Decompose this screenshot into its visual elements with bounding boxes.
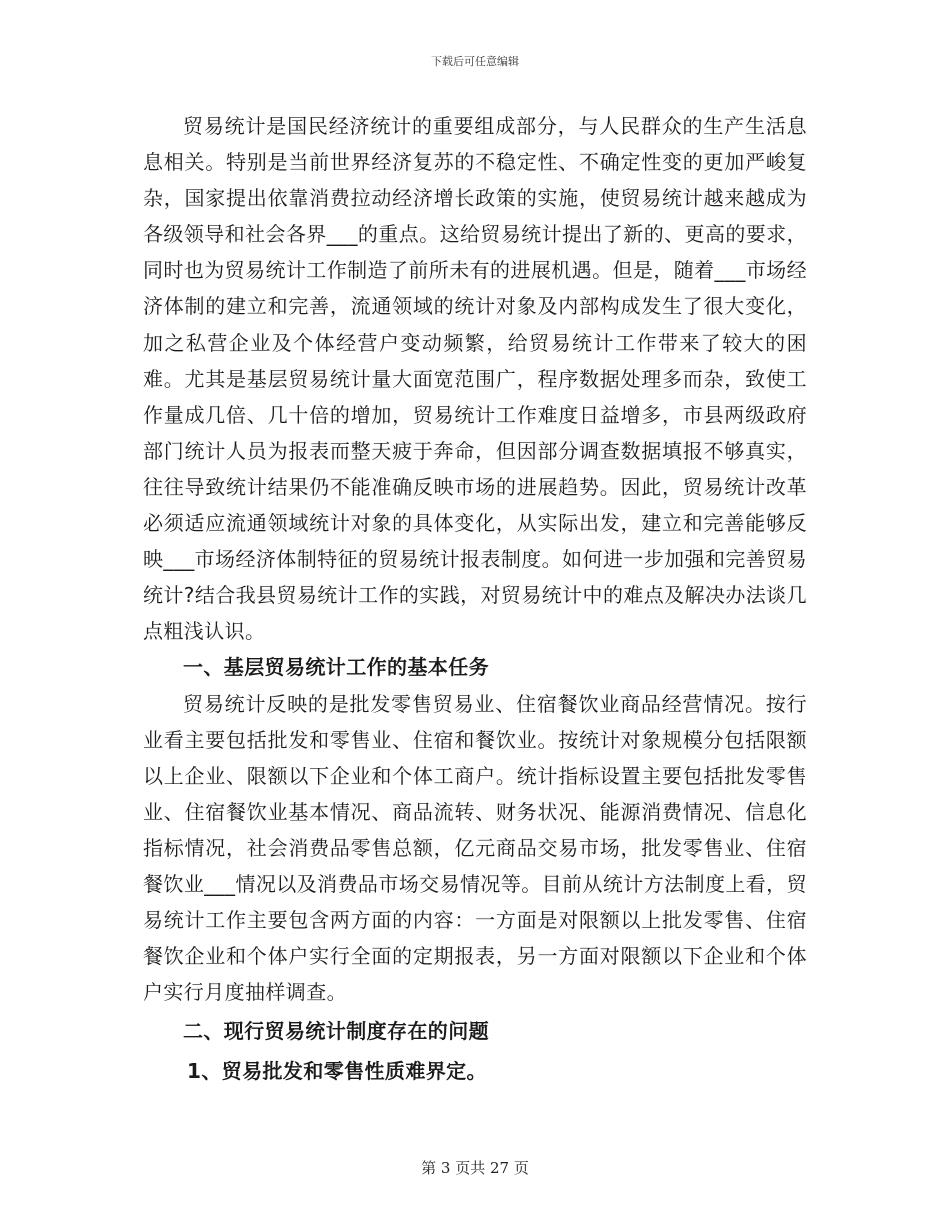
paragraph-intro: 贸易统计是国民经济统计的重要组成部分，与人民群众的生产生活息息相关。特别是当前世界经济复苏的不稳定性、不确定性变的更加严峻复杂，国家提出依靠消费拉动经济增长政策的实施，使贸易统计越来越成为各级领导和社会各界___的重点。这给贸易统计提出了新的、更高的要求，同时也为贸易统计工作制造了前所未有的进展机遇。但是，随着___市场经济体制的建立和完善，流通领域的统计对象及内部构成发生了很大变化，加之私营企业及个体经营户变动频繁，给贸易统计工作带来了较大的困难。尤其是基层贸易统计量大面宽范围广，程序数据处理多而杂，致使工作量成几倍、几十倍的增加，贸易统计工作难度日益增多，市县两级政府部门统计人员为报表而整天疲于奔命，但因部分调查数据填报不够真实，往往导致统计结果仍不能准确反映市场的进展趋势。因此，贸易统计改革必须适应流通领域统计对象的具体变化，从实际出发，建立和完善能够反映___市场经济体制特征的贸易统计报表制度。如何进一步加强和完善贸易统计?结合我县贸易统计工作的实践，对贸易统计中的难点及解决办法谈几点粗浅认识。 (143, 114, 807, 644)
page-header-note: 下载后可任意编辑 (431, 55, 519, 68)
document-body (143, 108, 807, 1090)
section-heading-2: 二、现行贸易统计制度存在的问题 (183, 1019, 489, 1044)
page-number: 第 3 页共 27 页 (421, 1159, 529, 1177)
subsection-heading-1: 1、贸易批发和零售性质难界定。 (187, 1059, 487, 1084)
section-heading-1: 一、基层贸易统计工作的基本任务 (183, 655, 489, 680)
paragraph-basic-tasks: 贸易统计反映的是批发零售贸易业、住宿餐饮业商品经营情况。按行业看主要包括批发和零售业、住宿和餐饮业。按统计对象规模分包括限额以上企业、限额以下企业和个体工商户。统计指标设置主要包括批发零售业、住宿餐饮业基本情况、商品流转、财务状况、能源消费情况、信息化指标情况，社会消费品零售总额，亿元商品交易市场，批发零售业、住宿餐饮业___情况以及消费品市场交易情况等。目前从统计方法制度上看，贸易统计工作主要包含两方面的内容：一方面是对限额以上批发零售、住宿餐饮企业和个体户实行全面的定期报表，另一方面对限额以下企业和个体户实行月度抽样调查。 (143, 691, 807, 1005)
